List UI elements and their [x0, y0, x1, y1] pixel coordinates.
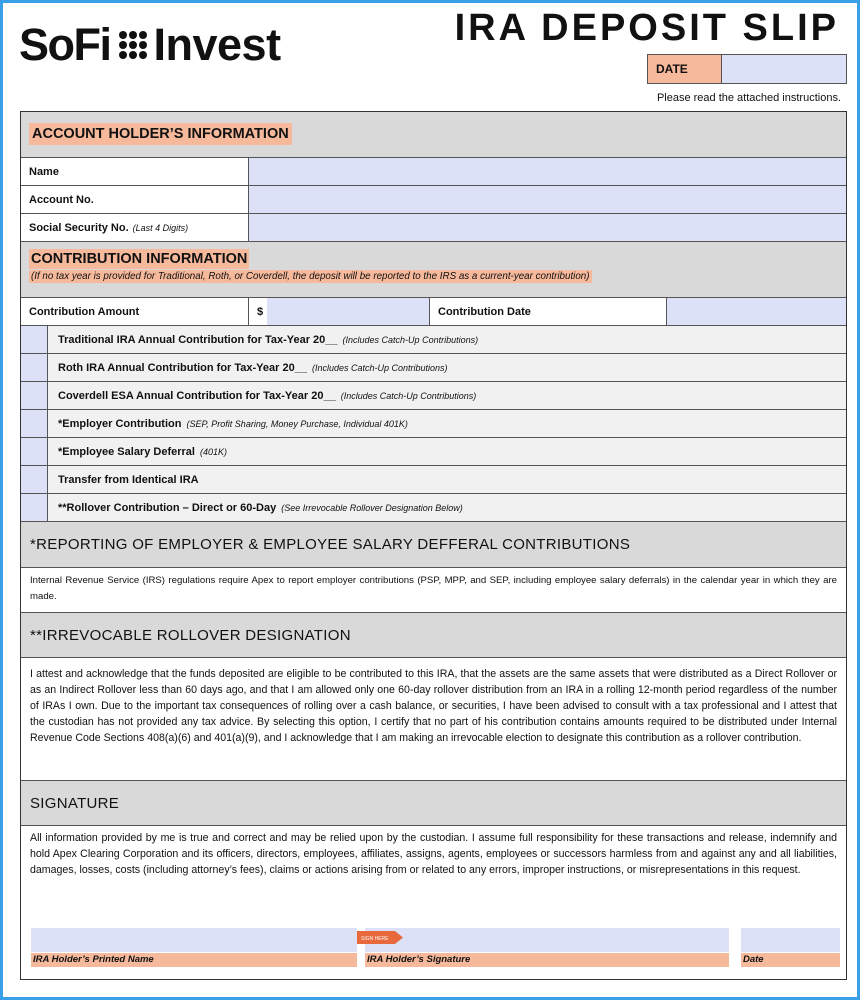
option-label: Transfer from Identical IRA	[58, 473, 199, 486]
sofi-invest-logo	[19, 17, 281, 73]
contribution-option-row	[21, 326, 846, 354]
contribution-date-field[interactable]	[667, 298, 846, 325]
option-note: (Includes Catch-Up Contributions)	[342, 334, 479, 345]
signature-date-label: Date	[741, 953, 840, 967]
currency-symbol: $	[257, 305, 264, 318]
contribution-amount-field[interactable]	[267, 298, 430, 325]
contribution-option-row	[21, 438, 846, 466]
option-checkbox[interactable]	[21, 354, 48, 381]
option-label: **Rollover Contribution – Direct or 60-Day	[58, 501, 277, 514]
option-text	[48, 410, 846, 437]
option-note: (Includes Catch-Up Contributions)	[311, 362, 448, 373]
option-note: (401K)	[199, 446, 227, 457]
name-row	[21, 158, 846, 186]
account-number-row	[21, 186, 846, 214]
contribution-option-row	[21, 494, 846, 522]
contribution-amount-label: Contribution Amount	[21, 298, 249, 325]
account-number-field[interactable]	[249, 186, 846, 213]
option-text	[48, 494, 846, 521]
option-checkbox[interactable]	[21, 382, 48, 409]
option-note: (SEP, Profit Sharing, Money Purchase, Individual 401K)	[186, 418, 408, 429]
rollover-text: I attest and acknowledge that the funds deposited are eligible to be contributed to this IRA, that the assets are the same assets that were distributed as a Direct Rollover or as an Indirect Rollover less than 60 days ago, and that I am allowed only one 60-day rollover distribution from an IRA in a rolling 12-month period regardless of the number of IRAs I own. Due to the important tax consequences of rolling over a cash balance, or securities, I have been advised to consult with a tax professional and I attest that the custodian has not provided any tax advice. By selecting this option, I certify that no part of his contribution contains amounts required to be distributed under Internal Revenue Code Sections 408(a)(6) and 401(a)(9), and I acknowledge that I am making an irrevocable election to designate this contribution as a rollover contribution.	[30, 668, 837, 744]
option-checkbox[interactable]	[21, 410, 48, 437]
option-checkbox[interactable]	[21, 466, 48, 493]
contribution-section-title: CONTRIBUTION INFORMATION	[31, 251, 248, 267]
account-number-label: Account No.	[21, 186, 249, 213]
option-checkbox[interactable]	[21, 326, 48, 353]
option-checkbox[interactable]	[21, 438, 48, 465]
header-date-label: DATE	[648, 55, 722, 83]
option-text	[48, 466, 846, 493]
printed-name-field[interactable]	[31, 928, 357, 952]
logo-sofi-text: SoFi	[19, 19, 111, 70]
contribution-option-row	[21, 410, 846, 438]
instructions-note: Please read the attached instructions.	[656, 92, 841, 104]
option-checkbox[interactable]	[21, 494, 48, 521]
signature-section-header: SIGNATURE	[21, 780, 846, 826]
contribution-option-row	[21, 466, 846, 494]
ssn-row	[21, 214, 846, 242]
option-text	[48, 326, 846, 353]
account-section-header	[21, 112, 846, 158]
option-label: Roth IRA Annual Contribution for Tax-Year 20__	[58, 361, 307, 374]
account-section-title: ACCOUNT HOLDER’S INFORMATION	[29, 123, 292, 145]
contribution-amount-row	[21, 298, 846, 326]
option-note: (See Irrevocable Rollover Designation Below)	[281, 502, 463, 513]
signature-text: All information provided by me is true and correct and may be relied upon by the custodian. I assume full responsibility for these transactions and release, indemnify and hold Apex Clearing Corporation and its officers, directors, employees, affiliates, assigns, agents, employees or successors harmless from and against any and all liabilities, damages, losses, costs (including attorney’s fees), claims or actions arising from or related to any errors, improper instructions, or misrepresentations in this request.	[30, 832, 837, 876]
option-text	[48, 382, 846, 409]
signature-area	[21, 890, 846, 976]
contribution-option-row	[21, 354, 846, 382]
printed-name-label: IRA Holder’s Printed Name	[31, 953, 357, 967]
name-label: Name	[21, 158, 249, 185]
logo-invest-text: Invest	[153, 19, 281, 70]
sofi-dots-icon	[119, 31, 147, 59]
rollover-section-header: **IRREVOCABLE ROLLOVER DESIGNATION	[21, 612, 846, 658]
sign-here-text: SIGN HERE	[361, 936, 389, 942]
option-label: Coverdell ESA Annual Contribution for Tax-Year 20__	[58, 389, 336, 402]
page-title: IRA DEPOSIT SLIP	[454, 7, 839, 49]
option-text	[48, 438, 846, 465]
option-label: *Employer Contribution	[58, 417, 182, 430]
option-label: *Employee Salary Deferral	[58, 445, 195, 458]
reporting-text: Internal Revenue Service (IRS) regulations require Apex to report employer contributions (PSP, MPP, and SEP, including employee salary deferrals) in the calendar year in which they are made.	[30, 575, 837, 602]
contribution-date-label: Contribution Date	[430, 298, 667, 325]
signature-field[interactable]	[365, 928, 729, 952]
ssn-label: Social Security No.	[29, 221, 129, 234]
header-date-box	[647, 54, 847, 84]
signature-date-field[interactable]	[741, 928, 840, 952]
name-field[interactable]	[249, 158, 846, 185]
header-date-field[interactable]	[722, 55, 846, 83]
sign-here-arrow-icon	[357, 931, 403, 944]
option-text	[48, 354, 846, 381]
contribution-note: (If no tax year is provided for Traditional, Roth, or Coverdell, the deposit will be reported to the IRS as a current-year contribution)	[31, 271, 590, 282]
option-label: Traditional IRA Annual Contribution for Tax-Year 20__	[58, 333, 338, 346]
ssn-hint: (Last 4 Digits)	[132, 222, 189, 233]
ssn-field[interactable]	[249, 214, 846, 241]
contribution-option-row	[21, 382, 846, 410]
reporting-section-header: *REPORTING OF EMPLOYER & EMPLOYEE SALARY DEFFERAL CONTRIBUTIONS	[21, 522, 846, 568]
ssn-label-cell	[21, 214, 249, 241]
contribution-options	[21, 326, 846, 522]
contribution-section-header	[21, 242, 846, 298]
option-note: (Includes Catch-Up Contributions)	[340, 390, 477, 401]
deposit-form	[20, 111, 847, 980]
signature-label: IRA Holder’s Signature	[365, 953, 729, 967]
